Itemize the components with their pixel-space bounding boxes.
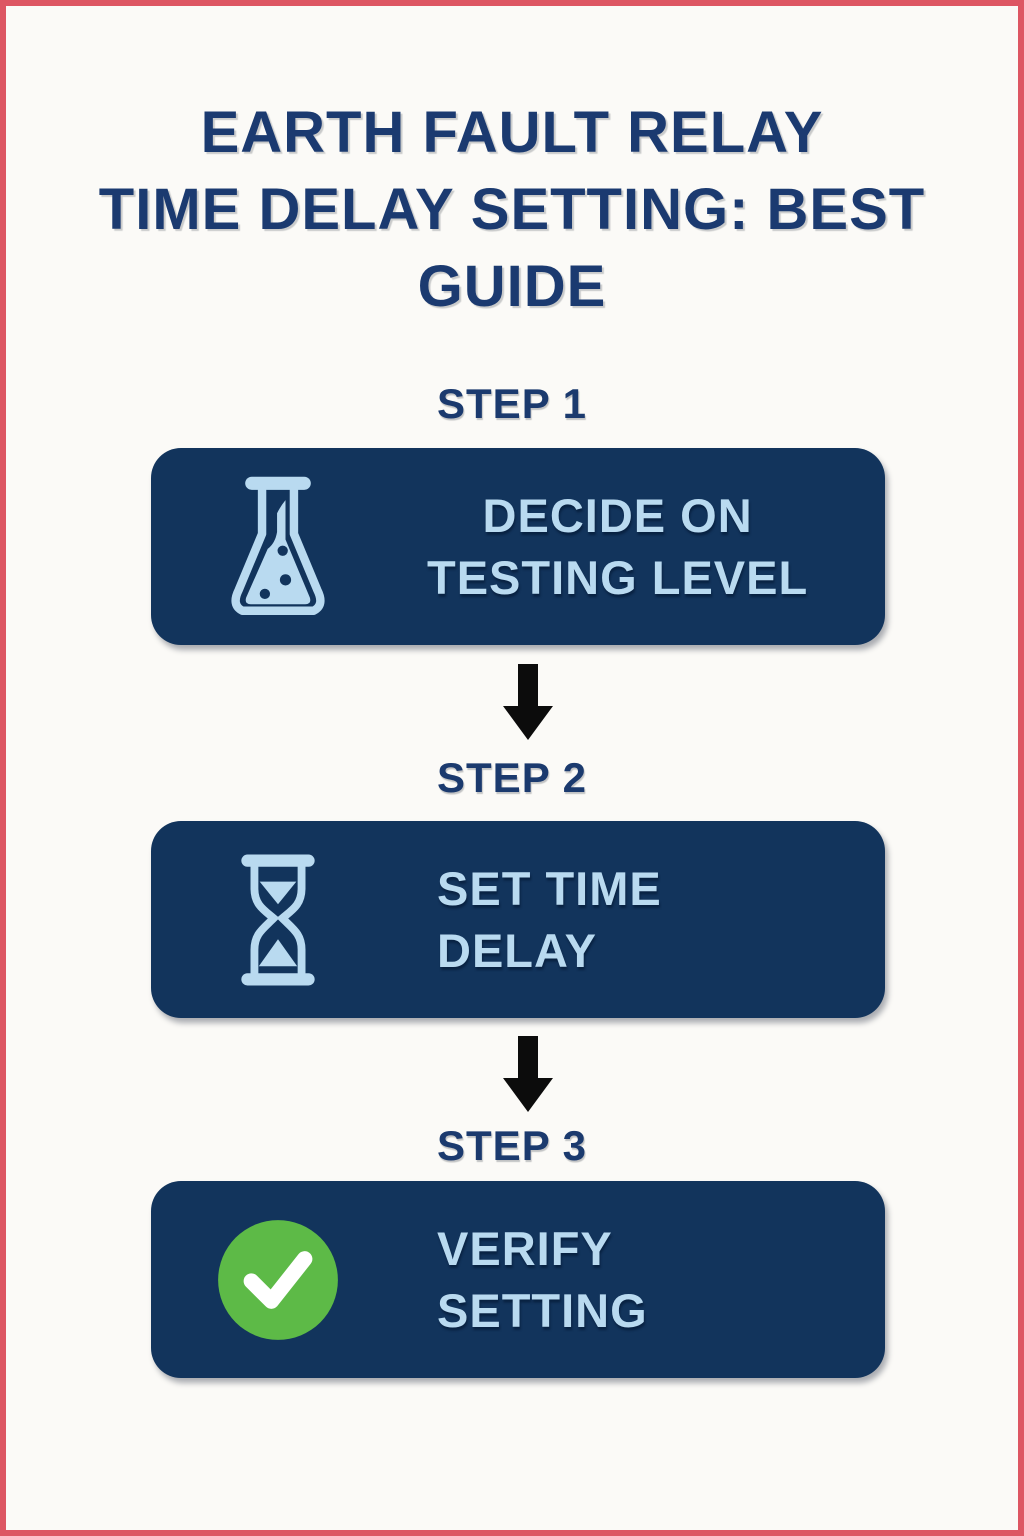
title-line: TIME DELAY SETTING: BEST: [98, 177, 926, 242]
step-text-line: SETTING: [437, 1283, 648, 1337]
step-2-card: [151, 821, 885, 1018]
step-text-line: TESTING LEVEL: [427, 550, 809, 604]
step-text-line: DECIDE ON: [482, 488, 753, 542]
title-line: GUIDE: [417, 254, 607, 319]
step-1-text: [427, 485, 808, 609]
step-1-card: [151, 448, 885, 645]
check-icon: [215, 1219, 341, 1341]
page-title: [6, 94, 1018, 325]
flask-icon: [215, 472, 341, 622]
title-line: EARTH FAULT RELAY: [200, 100, 824, 165]
step-text-line: SET TIME: [437, 861, 662, 915]
down-arrow-icon: [502, 1036, 554, 1112]
step-text-line: VERIFY: [437, 1221, 613, 1275]
hourglass-icon: [215, 850, 341, 990]
step-2-text: [437, 858, 662, 982]
step-3-label: STEP 3: [437, 1122, 587, 1169]
step-2-label: STEP 2: [437, 754, 587, 801]
step-text-line: DELAY: [437, 923, 597, 977]
step-3-text: [437, 1218, 648, 1342]
step-1-label: STEP 1: [437, 380, 587, 427]
down-arrow-icon: [502, 664, 554, 740]
step-3-card: [151, 1181, 885, 1378]
